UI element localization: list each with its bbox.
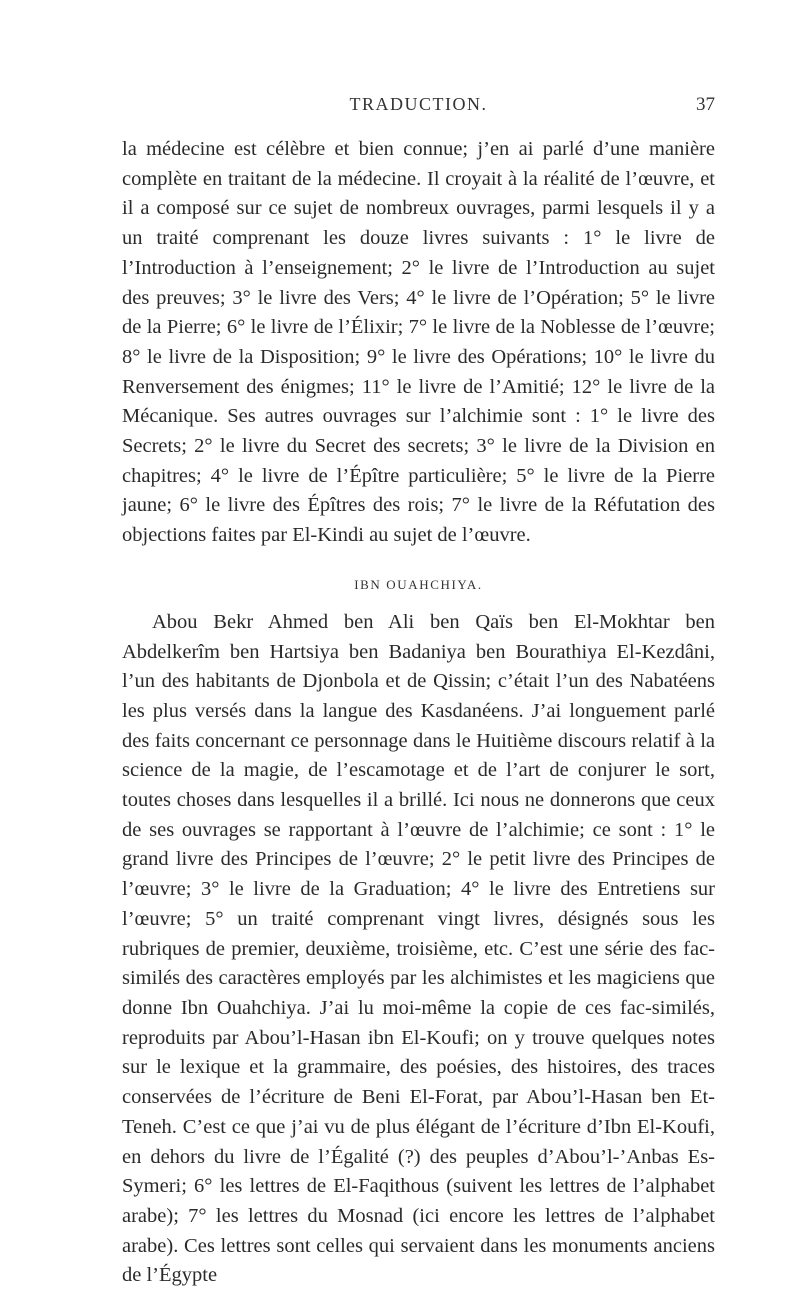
page-header <box>122 94 715 120</box>
paragraph-continued: la médecine est célèbre et bien connue; j’en ai parlé d’une manière complète en traitant de la médecine. Il croyait à la réalité de l’œuvre, et il a composé sur ce sujet de nombreux ouvrages, parmi lesquels il y a un traité comprenant les douze livres suivants : 1° le livre de l’Introduction à l’enseignement; 2° le livre de l’Introduction au sujet des preuves; 3° le livre des Vers; 4° le livre de l’Opération; 5° le livre de la Pierre; 6° le livre de l’Élixir; 7° le livre de la Noblesse de l’œuvre; 8° le livre de la Disposition; 9° le livre des Opérations; 10° le livre du Renversement des énigmes; 11° le livre de l’Amitié; 12° le livre de la Mécanique. Ses autres ouvrages sur l’alchimie sont : 1° le livre des Secrets; 2° le livre du Secret des secrets; 3° le livre de la Division en chapitres; 4° le livre de l’Épître particulière; 5° le livre de la Pierre jaune; 6° le livre des Épîtres des rois; 7° le livre de la Réfutation des objections faites par El-Kindi au sujet de l’œuvre. <box>122 138 715 547</box>
section-heading: IBN OUAHCHIYA. <box>354 576 483 592</box>
paragraph-ibn-ouahchiya: Abou Bekr Ahmed ben Ali ben Qaïs ben El-Mokhtar ben Abdelkerîm ben Hartsiya ben Badaniya ben Bourathiya El-Kezdâni, l’un des habitants de Djonbola et de Qissin; c’était l’un des Nabatéens les plus versés dans la langue des Kasdanéens. J’ai longuement parlé des faits concernant ce personnage dans le Huitième discours relatif à la science de la magie, de l’escamotage et de l’art de conjurer le sort, toutes choses dans lesquelles il a brillé. Ici nous ne donnerons que ceux de ses ouvrages se rapportant à l’œuvre de l’alchimie; ce sont : 1° le grand livre des Principes de l’œuvre; 2° le petit livre des Principes de l’œuvre; 3° le livre de la Graduation; 4° le livre des Entretiens sur l’œuvre; 5° un traité comprenant vingt livres, désignés sous les rubriques de premier, deuxième, troisième, etc. C’est une série des fac-similés des caractères employés par les alchimistes et les magiciens que donne Ibn Ouahchiya. J’ai lu moi-même la copie de ces fac-similés, reproduits par Abou’l-Hasan ibn El-Koufi; on y trouve quelques notes sur le lexique et la grammaire, des poésies, des histoires, des traces conservées de l’écriture de Beni El-Forat, par Abou’l-Hasan ben Et-Teneh. C’est ce que j’ai vu de plus élégant de l’écriture d’Ibn El-Koufi, en dehors du livre de l’Égalité (?) des peuples d’Abou’l-’Anbas Es-Symeri; 6° les lettres de El-Faqithous (suivent les lettres de l’alphabet arabe); 7° les lettres du Mosnad (ici encore les lettres de l’alphabet arabe). Ces lettres sont celles qui servaient dans les monuments anciens de l’Égypte <box>122 610 715 1287</box>
page-number: 37 <box>696 94 715 115</box>
running-title: TRADUCTION. <box>349 94 488 114</box>
body-text <box>122 135 715 1291</box>
